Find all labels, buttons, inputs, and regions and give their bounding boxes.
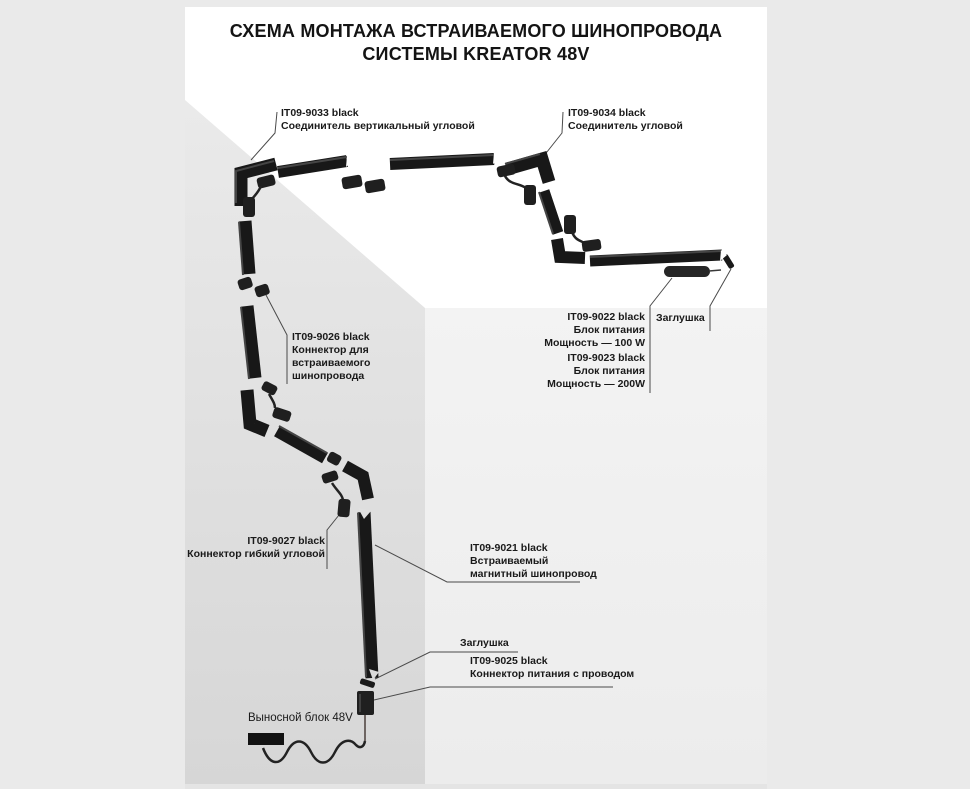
label-name: шинопровода [292, 370, 365, 382]
flex-corner-connector-9027 [337, 499, 351, 518]
label-plug-top [656, 312, 705, 325]
label-name: Коннектор гибкий угловой [187, 548, 325, 560]
adapter-box [524, 185, 536, 205]
label-it09-9021 [470, 542, 597, 581]
label-code: IT09-9021 black [470, 542, 548, 554]
power-supply-pin [709, 270, 721, 271]
label-name: встраиваемого [292, 357, 371, 369]
label-name: Встраиваемый [470, 555, 549, 567]
label-name: Заглушка [460, 637, 509, 649]
label-name: Коннектор питания с проводом [470, 668, 635, 680]
label-name: Соединитель угловой [568, 120, 683, 132]
label-code: IT09-9025 black [470, 655, 548, 667]
label-name: Выносной блок 48V [248, 712, 353, 724]
label-name: магнитный шинопровод [470, 568, 597, 580]
label-it09-9034 [568, 107, 683, 133]
track-segment [245, 221, 249, 274]
label-code: IT09-9022 black [567, 311, 645, 323]
label-name: Мощность — 200W [547, 378, 645, 390]
label-it09-9025 [470, 655, 634, 681]
schematic-panel [185, 0, 767, 789]
adapter-box [564, 215, 576, 234]
adapter-box [243, 197, 255, 217]
label-code: IT09-9034 black [568, 107, 646, 119]
label-name: Соединитель вертикальный угловой [281, 120, 475, 132]
label-name: Коннектор для [292, 344, 369, 356]
label-code: IT09-9026 black [292, 331, 370, 343]
label-plug-bottom [460, 637, 509, 650]
label-it09-9033 [281, 107, 475, 133]
label-name: Мощность — 100 W [544, 337, 645, 349]
label-it09-9026 [292, 331, 370, 383]
label-name: Заглушка [656, 312, 705, 324]
title-line-1: СХЕМА МОНТАЖА ВСТРАИВАЕМОГО ШИНОПРОВОДА [229, 21, 723, 41]
frame-strip-top [185, 0, 767, 7]
title-line-2: СИСТЕМЫ KREATOR 48V [362, 44, 590, 64]
label-name: Блок питания [573, 365, 645, 377]
power-supply-unit [664, 266, 710, 277]
label-it09-9027 [187, 535, 325, 561]
remote-power-block [248, 733, 284, 745]
frame-strip-bottom [185, 784, 767, 789]
label-code: IT09-9027 black [247, 535, 325, 547]
page-title [185, 20, 767, 66]
label-remote-block [248, 712, 353, 725]
label-code: IT09-9033 black [281, 107, 359, 119]
label-code: IT09-9023 black [567, 352, 645, 364]
label-name: Блок питания [573, 324, 645, 336]
label-it09-9022 [544, 311, 645, 350]
label-it09-9023 [547, 352, 645, 391]
